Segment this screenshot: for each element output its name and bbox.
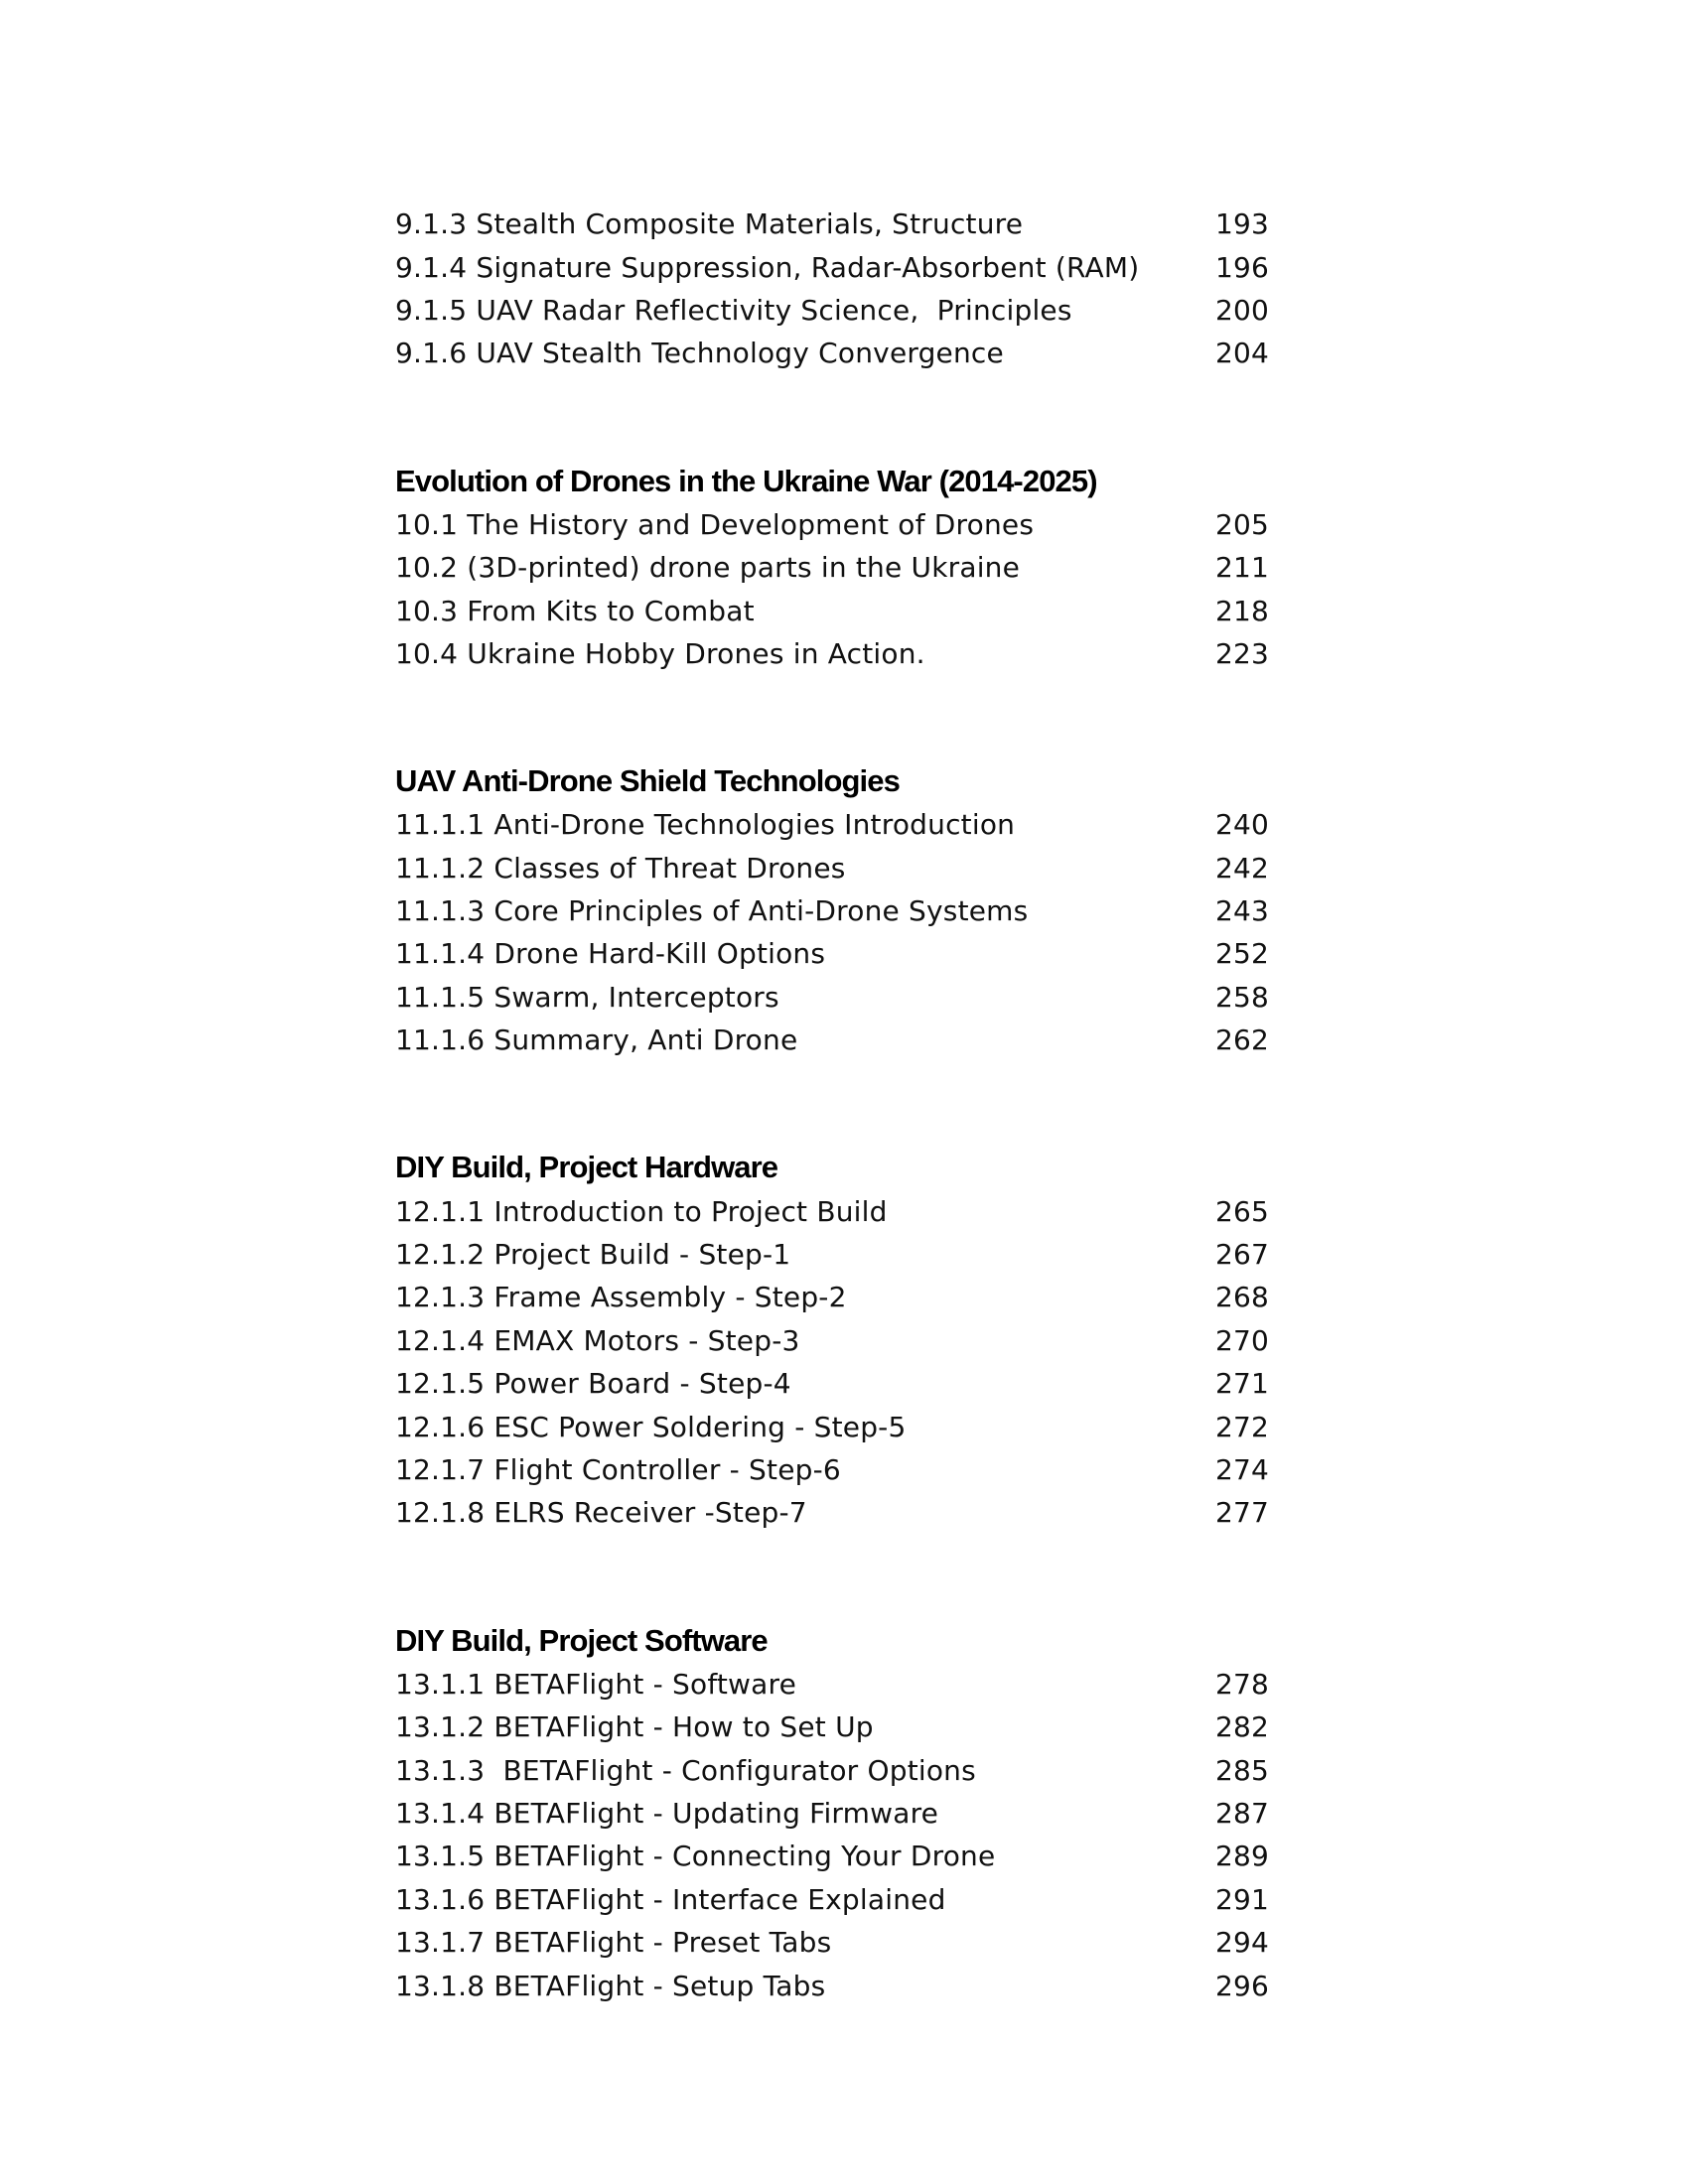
toc-entry-title: 11.1.6 Summary, Anti Drone	[395, 1024, 798, 1057]
toc-entry-page: 205	[1214, 507, 1269, 541]
toc-entry-title: 9.1.3 Stealth Composite Materials, Structure	[395, 207, 1024, 241]
toc-entry[interactable]	[395, 632, 1269, 675]
toc-entry-title: 13.1.8 BETAFlight - Setup Tabs	[395, 1969, 826, 2002]
toc-entry-page: 282	[1214, 1710, 1269, 1744]
toc-entry[interactable]	[395, 1362, 1269, 1405]
section-heading: Evolution of Drones in the Ukraine War (2014-2025)	[395, 463, 1097, 498]
toc-section-hardware	[395, 1146, 1269, 1534]
toc-entry-title: 10.3 From Kits to Combat	[395, 594, 755, 627]
toc-entry-page: 291	[1214, 1882, 1269, 1916]
toc-entry-title: 13.1.7 BETAFlight - Preset Tabs	[395, 1926, 832, 1960]
toc-entry[interactable]	[395, 1491, 1269, 1534]
toc-entry[interactable]	[395, 203, 1269, 245]
toc-entry[interactable]	[395, 1019, 1269, 1061]
toc-entry[interactable]	[395, 1792, 1269, 1835]
toc-entry-page: 285	[1214, 1753, 1269, 1787]
toc-entry[interactable]	[395, 1189, 1269, 1232]
toc-entry[interactable]	[395, 1878, 1269, 1921]
toc-entry[interactable]	[395, 889, 1269, 932]
section-heading: DIY Build, Project Hardware	[395, 1150, 778, 1185]
toc-entry-page: 218	[1214, 594, 1269, 627]
toc-entry-title: 12.1.7 Flight Controller - Step-6	[395, 1453, 841, 1486]
toc-entry-page: 196	[1214, 250, 1269, 284]
toc-entry-page: 243	[1214, 894, 1269, 928]
section-heading: UAV Anti-Drone Shield Technologies	[395, 763, 900, 799]
toc-entry-title: 12.1.5 Power Board - Step-4	[395, 1367, 791, 1401]
toc-entry-page: 274	[1214, 1453, 1269, 1486]
toc-entry-title: 12.1.1 Introduction to Project Build	[395, 1194, 888, 1228]
toc-entry-title: 13.1.6 BETAFlight - Interface Explained	[395, 1882, 946, 1916]
toc-entry[interactable]	[395, 1663, 1269, 1706]
toc-entry-title: 9.1.4 Signature Suppression, Radar-Absorbent (RAM)	[395, 250, 1140, 284]
toc-entry[interactable]	[395, 1748, 1269, 1791]
toc-entry-title: 12.1.2 Project Build - Step-1	[395, 1238, 791, 1272]
toc-entry-title: 12.1.4 EMAX Motors - Step-3	[395, 1323, 800, 1357]
toc-entry-title: 11.1.5 Swarm, Interceptors	[395, 980, 779, 1014]
toc-entry-page: 265	[1214, 1194, 1269, 1228]
toc-entry-page: 268	[1214, 1281, 1269, 1314]
toc-entry-title: 13.1.1 BETAFlight - Software	[395, 1667, 797, 1701]
section-heading: DIY Build, Project Software	[395, 1622, 768, 1658]
toc-entry-title: 10.2 (3D-printed) drone parts in the Ukraine	[395, 551, 1021, 585]
toc-entry-title: 12.1.3 Frame Assembly - Step-2	[395, 1281, 847, 1314]
toc-entry-page: 240	[1214, 808, 1269, 842]
toc-section-anti-drone	[395, 759, 1269, 1061]
toc-entry-page: 289	[1214, 1840, 1269, 1873]
toc-entry-page: 211	[1214, 551, 1269, 585]
toc-entry-page: 287	[1214, 1796, 1269, 1830]
toc-entry-page: 267	[1214, 1238, 1269, 1272]
toc-entry-title: 9.1.5 UAV Radar Reflectivity Science, Principles	[395, 293, 1072, 327]
toc-entry[interactable]	[395, 245, 1269, 288]
toc-entry[interactable]	[395, 1921, 1269, 1964]
toc-entry[interactable]	[395, 503, 1269, 546]
toc-entry-title: 10.1 The History and Development of Drones	[395, 507, 1035, 541]
toc-entry-page: 272	[1214, 1410, 1269, 1443]
toc-entry[interactable]	[395, 976, 1269, 1019]
toc-entry-page: 294	[1214, 1926, 1269, 1960]
toc-entry-page: 258	[1214, 980, 1269, 1014]
toc-section-ukraine	[395, 460, 1269, 676]
toc-entry-title: 11.1.1 Anti-Drone Technologies Introduction	[395, 808, 1016, 842]
toc-entry-page: 296	[1214, 1969, 1269, 2002]
toc-entry-title: 11.1.2 Classes of Threat Drones	[395, 851, 846, 885]
toc-entry-title: 9.1.6 UAV Stealth Technology Convergence	[395, 337, 1004, 370]
toc-entry-title: 13.1.3 BETAFlight - Configurator Options	[395, 1753, 976, 1787]
toc-entry-page: 271	[1214, 1367, 1269, 1401]
toc-entry-title: 13.1.2 BETAFlight - How to Set Up	[395, 1710, 874, 1744]
toc-entry[interactable]	[395, 803, 1269, 846]
toc-entry[interactable]	[395, 1319, 1269, 1362]
toc-entry[interactable]	[395, 1405, 1269, 1447]
toc-entry[interactable]	[395, 932, 1269, 975]
toc-entry[interactable]	[395, 1835, 1269, 1877]
toc-section-stealth	[395, 203, 1269, 375]
toc-entry-page: 278	[1214, 1667, 1269, 1701]
toc-entry[interactable]	[395, 847, 1269, 889]
toc-entry[interactable]	[395, 1706, 1269, 1748]
toc-entry-page: 200	[1214, 293, 1269, 327]
toc-entry-title: 11.1.4 Drone Hard-Kill Options	[395, 937, 826, 971]
toc-entry[interactable]	[395, 1233, 1269, 1276]
toc-section-software	[395, 1619, 1269, 2007]
toc-entry-title: 11.1.3 Core Principles of Anti-Drone Systems	[395, 894, 1029, 928]
toc-entry-page: 204	[1214, 337, 1269, 370]
toc-entry[interactable]	[395, 1448, 1269, 1491]
toc-entry-page: 277	[1214, 1496, 1269, 1530]
table-of-contents	[395, 203, 1269, 2007]
toc-entry-title: 12.1.6 ESC Power Soldering - Step-5	[395, 1410, 907, 1443]
toc-entry[interactable]	[395, 289, 1269, 332]
toc-entry[interactable]	[395, 546, 1269, 589]
toc-entry-title: 13.1.5 BETAFlight - Connecting Your Drone	[395, 1840, 996, 1873]
toc-entry-page: 252	[1214, 937, 1269, 971]
toc-entry-title: 13.1.4 BETAFlight - Updating Firmware	[395, 1796, 939, 1830]
toc-entry[interactable]	[395, 1964, 1269, 2006]
toc-entry-title: 12.1.8 ELRS Receiver -Step-7	[395, 1496, 807, 1530]
toc-entry-page: 262	[1214, 1024, 1269, 1057]
toc-entry-page: 270	[1214, 1323, 1269, 1357]
toc-entry[interactable]	[395, 1276, 1269, 1318]
toc-entry-page: 242	[1214, 851, 1269, 885]
toc-entry[interactable]	[395, 332, 1269, 374]
toc-entry-title: 10.4 Ukraine Hobby Drones in Action.	[395, 636, 925, 670]
toc-entry[interactable]	[395, 589, 1269, 631]
toc-entry-page: 193	[1214, 207, 1269, 241]
toc-entry-page: 223	[1214, 636, 1269, 670]
